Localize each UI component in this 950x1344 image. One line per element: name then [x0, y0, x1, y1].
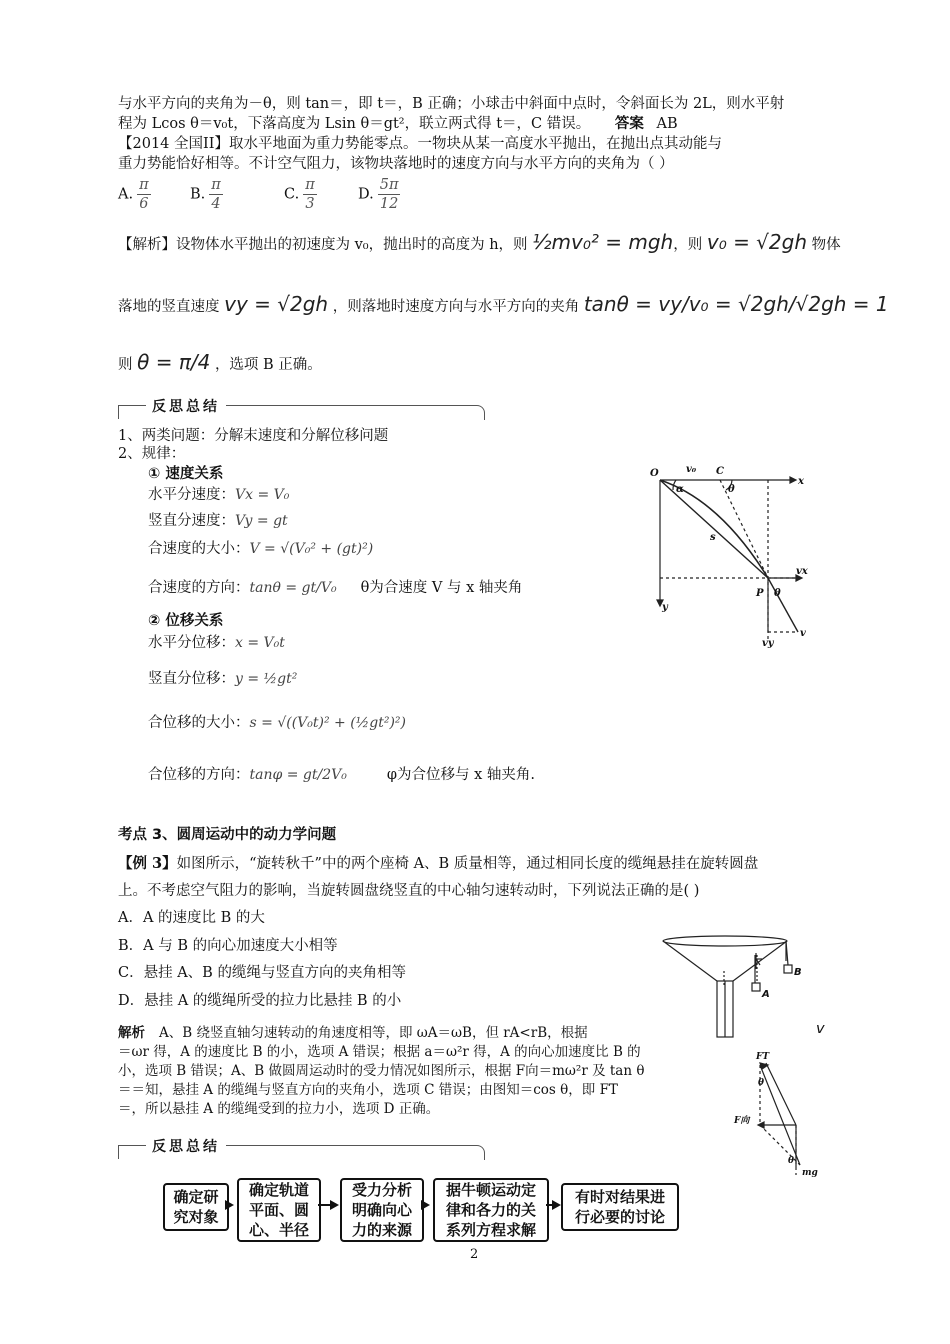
example3-option-b: B．A 与 B 的向心加速度大小相等 [118, 938, 338, 954]
v-letter: v [816, 1021, 825, 1037]
label-x: x [798, 476, 804, 487]
label-theta2: θ [774, 588, 781, 599]
label-a: A [762, 989, 770, 1000]
option-label: A. [118, 186, 134, 203]
label-ft: FT [756, 1052, 770, 1062]
label-v0: v₀ [686, 464, 697, 475]
equation: vy = √2gh [224, 292, 329, 316]
row-note: θ为合速度 V 与 x 轴夹角 [360, 580, 523, 596]
label-o: O [650, 468, 659, 479]
equation: θ = π/4 [137, 350, 211, 374]
analysis-text: 落地的竖直速度 [118, 299, 220, 315]
equation: ½mv₀² = mgh [532, 230, 674, 254]
reflect-item-1: 1、两类问题：分解末速度和分解位移问题 [118, 428, 389, 444]
row-label: 合位移的大小： [148, 715, 250, 731]
reflect-title: 反思总结 [146, 396, 226, 416]
row-formula: y = ½gt² [235, 671, 298, 687]
velocity-title: ① 速度关系 [148, 466, 224, 482]
s-row [148, 631, 285, 652]
flow-arrow-icon [225, 1198, 239, 1212]
flow-step-1: 确定研 究对象 [163, 1183, 229, 1231]
label-theta-a: θ [758, 1078, 765, 1088]
option-fraction: $\frac{\pi}{6}$ [139, 177, 149, 212]
option-label: C. [284, 186, 300, 203]
row-formula: x = V₀t [235, 635, 285, 651]
option-label: B. [190, 186, 206, 203]
example-text: 如图所示，“旋转秋千”中的两个座椅 A、B 质量相等，通过相同长度的缆绳悬挂在旋转圆盘 [176, 856, 759, 872]
solution-line5: ＝，所以悬挂 A 的缆绳受到的拉力小，选项 D 正确。 [118, 1101, 440, 1117]
example3-option-a: A．A 的速度比 B 的大 [118, 910, 265, 926]
row-formula: tanθ = gt/V₀ [249, 580, 337, 596]
solution-text: A、B 绕竖直轴匀速转动的角速度相等，即 ωA＝ωB，但 rA<rB，根据 [159, 1025, 588, 1041]
reflect-header-tick [118, 405, 123, 419]
para1-line2-text: 程为 Lcos θ＝v₀t，下落高度为 Lsin θ＝gt²，联立两式得 t＝，C 错误。 [118, 116, 591, 132]
label-c: C [716, 466, 724, 477]
label-vy: vy [762, 638, 774, 649]
flow-step-5: 有时对结果进 行必要的讨论 [561, 1183, 679, 1231]
example3-line2: 上。不考虑空气阻力的影响，当旋转圆盘绕竖直的中心轴匀速转动时，下列说法正确的是( ) [118, 883, 700, 899]
s-row [148, 711, 406, 732]
row-label: 水平分速度： [148, 487, 235, 503]
row-formula: V = √(V₀² + (gt)²) [249, 541, 374, 557]
para1-line1: 与水平方向的夹角为－θ，则 tan＝，即 t＝，B 正确；小球击中斜面中点时，令斜面长为 2L，则水平射 [118, 96, 785, 112]
v-row [148, 537, 373, 558]
row-formula: Vy = gt [235, 513, 288, 529]
label-vx: vx [796, 566, 808, 577]
flow-step-3: 受力分析 明确向心 力的来源 [340, 1178, 424, 1242]
row-note: φ为合位移与 x 轴夹角. [386, 767, 536, 783]
s-row [148, 667, 297, 688]
row-formula: Vx = V₀ [235, 487, 290, 503]
label-b: B [794, 967, 802, 978]
reflect-title-2: 反思总结 [146, 1136, 226, 1156]
row-label: 竖直分速度： [148, 513, 235, 529]
section3-heading: 考点 3、圆周运动中的动力学问题 [118, 827, 337, 843]
analysis-line1 [118, 230, 841, 254]
solution-line4: ＝＝知，悬挂 A 的缆绳与竖直方向的夹角小，选项 C 错误；由图知＝cos θ，即 FT [118, 1082, 618, 1098]
example3-option-d: D．悬挂 A 的缆绳所受的拉力比悬挂 B 的小 [118, 993, 402, 1009]
label-p: P [756, 588, 764, 599]
solution-line3: 小，选项 B 错误；A、B 做圆周运动时的受力情况如图所示，根据 F向＝mω²r 及 tan θ [118, 1063, 645, 1079]
label-v: v [800, 628, 806, 639]
s-row [148, 763, 535, 784]
answer-value: AB [656, 116, 678, 132]
label-alpha: α [676, 484, 684, 495]
option-label: D. [358, 186, 374, 203]
example3-line1 [118, 852, 758, 873]
para1-line2 [118, 114, 833, 134]
row-formula: s = √((V₀t)² + (½gt²)²) [249, 715, 406, 731]
label-mg: mg [802, 1168, 818, 1178]
flow-arrow-icon [421, 1198, 435, 1212]
force-diagram [730, 1045, 830, 1185]
label-fcenter: F向 [734, 1116, 750, 1126]
reflect-header-tick-2 [118, 1145, 123, 1159]
flow-arrow-icon [546, 1198, 562, 1212]
displacement-title: ② 位移关系 [148, 613, 224, 629]
example3-option-c: C．悬挂 A、B 的缆绳与竖直方向的夹角相等 [118, 965, 406, 981]
reflect-item-2: 2、规律： [118, 446, 186, 462]
variant-option-c [284, 176, 321, 213]
v-row [148, 483, 289, 504]
answer-label: 答案 [614, 116, 644, 132]
row-formula: tanφ = gt/2V₀ [249, 767, 347, 783]
analysis-text: ，选项 B 正确。 [214, 357, 322, 373]
flow-step-2: 确定轨道 平面、圆 心、半径 [237, 1178, 321, 1242]
analysis-tag: 【解析】 [118, 237, 176, 253]
analysis-text: 物体 [811, 237, 841, 253]
label-theta: θ [728, 484, 735, 495]
flow-arrow-icon [318, 1198, 340, 1212]
row-label: 合速度的大小： [148, 541, 250, 557]
row-label: 合位移的方向： [148, 767, 250, 783]
example-tag: 【例 3】 [118, 855, 177, 872]
analysis-text: ，则落地时速度方向与水平方向的夹角 [332, 299, 580, 315]
variant-option-d [358, 176, 404, 213]
option-fraction: $\frac{\pi}{3}$ [305, 177, 315, 212]
analysis-text: ，则 [673, 237, 703, 253]
solution-label: 解析 [118, 1025, 145, 1041]
label-y: y [662, 602, 668, 613]
analysis-text: 则 [118, 357, 133, 373]
variant-option-b [190, 176, 227, 213]
option-fraction: $\frac{5\pi}{12}$ [379, 177, 399, 212]
v-row [148, 509, 288, 530]
row-label: 竖直分位移： [148, 671, 235, 687]
variant-option-a [118, 176, 155, 213]
row-label: 水平分位移： [148, 635, 235, 651]
solution-line2: ＝ωr 得，A 的速度比 B 的小，选项 A 错误；根据 a＝ω²r 得，A 的向心加速度比 B 的 [118, 1044, 641, 1060]
label-s: s [710, 532, 716, 543]
page-number: 2 [470, 1247, 479, 1262]
projectile-diagram [650, 460, 820, 655]
variant-line1 [118, 134, 833, 154]
solution-line1 [118, 1021, 588, 1041]
label-theta-b: θ [788, 1156, 795, 1166]
analysis-line2 [118, 292, 889, 316]
equation: v₀ = √2gh [706, 230, 808, 254]
analysis-line3 [118, 350, 322, 374]
variant-line2: 重力势能恰好相等。不计空气阻力，该物块落地时的速度方向与水平方向的夹角为（ ） [118, 156, 674, 172]
variant-line1-text: 【2014 全国II】取水平地面为重力势能零点。一物块从某一高度水平抛出，在抛出点其动能与 [118, 136, 722, 152]
option-fraction: $\frac{\pi}{4}$ [211, 177, 221, 212]
flow-step-4: 据牛顿运动定 律和各力的关 系列方程求解 [433, 1178, 549, 1242]
v-row [148, 576, 522, 597]
analysis-text: 设物体水平抛出的初速度为 v₀，抛出时的高度为 h，则 [176, 237, 528, 253]
equation: tanθ = vy/v₀ = √2gh/√2gh = 1 [583, 292, 889, 316]
row-label: 合速度的方向： [148, 580, 250, 596]
swing-diagram [660, 935, 810, 1045]
